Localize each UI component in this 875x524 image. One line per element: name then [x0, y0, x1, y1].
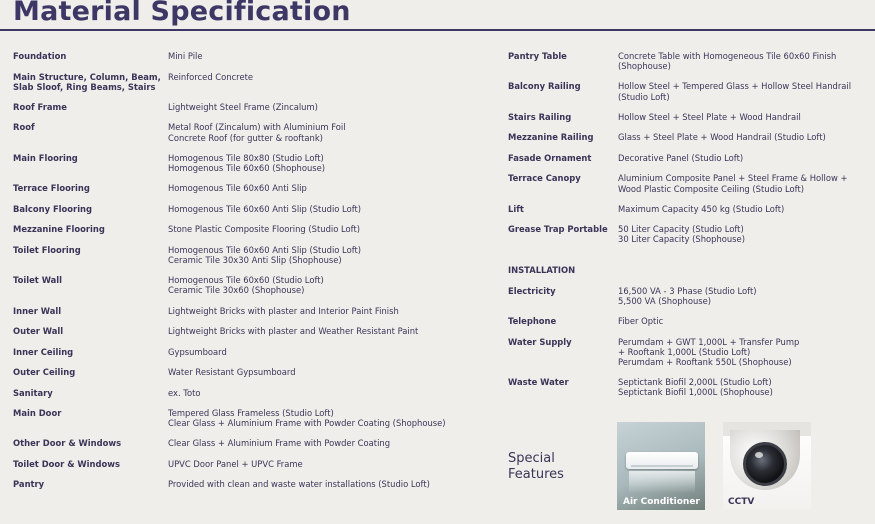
spec-row: [508, 132, 873, 142]
spec-value: Perumdam + GWT 1,000L + Transfer Pump + Rooftank 1,000L (Studio Loft) Perumdam + Rooftank 550L (Shophouse): [618, 336, 800, 367]
spec-value: Lightweight Bricks with plaster and Interior Paint Finish: [168, 305, 399, 316]
spec-label: Roof: [13, 122, 35, 133]
spec-row: [508, 286, 873, 306]
spec-row: [13, 183, 483, 193]
spec-row: [13, 224, 483, 234]
spec-label: Toilet Wall: [13, 275, 63, 286]
air-conditioner-feature: [617, 422, 705, 510]
spec-value: Concrete Table with Homogeneous Tile 60x60 Finish (Shophouse): [618, 51, 837, 72]
spec-value: UPVC Door Panel + UPVC Frame: [168, 458, 303, 469]
spec-row: [508, 377, 873, 397]
spec-value: Homogenous Tile 60x60 Anti Slip (Studio Loft): [168, 203, 362, 214]
spec-row: [13, 479, 483, 489]
spec-value: Glass + Steel Plate + Wood Handrail (Studio Loft): [618, 132, 826, 143]
spec-value: Tempered Glass Frameless (Studio Loft) Clear Glass + Aluminium Frame with Powder Coating (Shophouse): [168, 408, 446, 429]
spec-label: Waste Water: [508, 377, 569, 388]
spec-label: Balcony Railing: [508, 81, 581, 92]
spec-row: [13, 102, 483, 112]
spec-value: ex. Toto: [168, 387, 201, 398]
spec-value: Hollow Steel + Tempered Glass + Hollow Steel Handrail (Studio Loft): [618, 81, 852, 102]
spec-label: Roof Frame: [13, 101, 67, 112]
spec-value: Water Resistant Gypsumboard: [168, 367, 296, 378]
spec-label: Pantry: [13, 479, 45, 490]
spec-value: Maximum Capacity 450 kg (Studio Loft): [618, 203, 785, 214]
page-title: Material Specification: [13, 0, 351, 27]
spec-label: Toilet Flooring: [13, 244, 81, 255]
right-spec-list: [508, 51, 873, 245]
spec-value: Reinforced Concrete: [168, 71, 254, 82]
spec-row: [13, 438, 483, 448]
spec-row: [508, 337, 873, 368]
spec-row: [508, 316, 873, 326]
spec-row: [13, 347, 483, 357]
spec-row: [508, 51, 873, 71]
spec-label: Water Supply: [508, 336, 572, 347]
spec-row: [13, 275, 483, 295]
spec-label: Fasade Ornament: [508, 152, 592, 163]
spec-value: Homogenous Tile 60x60 (Studio Loft) Ceramic Tile 30x60 (Shophouse): [168, 275, 324, 296]
right-spec-column: [508, 51, 873, 408]
spec-value: 50 Liter Capacity (Studio Loft) 30 Liter Capacity (Shophouse): [618, 224, 745, 245]
spec-label: Mezzanine Railing: [508, 132, 594, 143]
spec-label: Foundation: [13, 51, 67, 61]
spec-value: Provided with clean and waste water installations (Studio Loft): [168, 479, 430, 490]
spec-label: Inner Wall: [13, 305, 62, 316]
spec-value: 16,500 VA - 3 Phase (Studio Loft) 5,500 VA (Shophouse): [618, 285, 757, 306]
spec-row: [13, 388, 483, 398]
spec-value: Homogenous Tile 80x80 (Studio Loft) Homogenous Tile 60x60 (Shophouse): [168, 152, 326, 174]
spec-label: Stairs Railing: [508, 111, 572, 122]
spec-value: Septictank Biofil 2,000L (Studio Loft) Septictank Biofil 1,000L (Shophouse): [618, 377, 773, 398]
installation-list: [508, 286, 873, 398]
spec-row: [13, 51, 483, 61]
spec-label: Terrace Canopy: [508, 173, 581, 184]
spec-row: [13, 72, 483, 92]
spec-label: Terrace Flooring: [13, 183, 90, 194]
spec-row: [508, 204, 873, 214]
spec-value: Mini Pile: [168, 51, 203, 61]
special-features-label: Special Features: [508, 451, 564, 482]
spec-row: [508, 81, 873, 101]
spec-value: Gypsumboard: [168, 346, 227, 357]
spec-label: Telephone: [508, 316, 557, 327]
spec-value: Metal Roof (Zincalum) with Aluminium Foil Concrete Roof (for gutter & rooftank): [168, 122, 346, 143]
spec-value: Aluminium Composite Panel + Steel Frame & Hollow + Wood Plastic Composite Ceiling (Studio Loft): [618, 173, 848, 194]
spec-row: [13, 122, 483, 142]
spec-label: Toilet Door & Windows: [13, 458, 120, 469]
spec-label: Sanitary: [13, 387, 53, 398]
spec-row: [13, 367, 483, 377]
cctv-caption: CCTV: [728, 497, 755, 507]
spec-row: [13, 245, 483, 265]
spec-value: Homogenous Tile 60x60 Anti Slip: [168, 183, 307, 194]
spec-row: [508, 153, 873, 163]
air-conditioner-caption: Air Conditioner: [623, 497, 700, 507]
spec-label: Other Door & Windows: [13, 438, 122, 449]
spec-value: Fiber Optic: [618, 316, 664, 327]
installation-heading: INSTALLATION: [508, 264, 576, 275]
spec-value: Hollow Steel + Steel Plate + Wood Handrail: [618, 111, 801, 122]
spec-label: Outer Ceiling: [13, 367, 76, 378]
spec-row: [508, 112, 873, 122]
left-spec-column: [13, 51, 483, 500]
spec-label: Pantry Table: [508, 51, 567, 61]
spec-label: Main Door: [13, 408, 62, 419]
spec-row: [13, 408, 483, 428]
spec-label: Outer Wall: [13, 326, 64, 337]
spec-label: Electricity: [508, 285, 556, 296]
spec-row: [508, 173, 873, 193]
spec-row: [13, 306, 483, 316]
spec-value: Lightweight Bricks with plaster and Weather Resistant Paint: [168, 326, 419, 337]
spec-value: Lightweight Steel Frame (Zincalum): [168, 101, 318, 112]
spec-row: [508, 224, 873, 244]
spec-value: Stone Plastic Composite Flooring (Studio Loft): [168, 224, 361, 235]
spec-value: Decorative Panel (Studio Loft): [618, 152, 744, 163]
spec-label: Mezzanine Flooring: [13, 224, 105, 235]
spec-row: [13, 459, 483, 469]
spec-row: [13, 326, 483, 336]
spec-label: Grease Trap Portable: [508, 224, 608, 235]
cctv-feature: [723, 422, 811, 510]
spec-value: Clear Glass + Aluminium Frame with Powder Coating: [168, 438, 391, 449]
spec-label: Balcony Flooring: [13, 203, 93, 214]
spec-label: Main Flooring: [13, 152, 78, 163]
spec-label: Inner Ceiling: [13, 346, 74, 357]
spec-label: Lift: [508, 203, 524, 214]
spec-label: Main Structure, Column, Beam, Slab Sloof, Ring Beams, Stairs: [13, 71, 161, 92]
spec-row: [13, 153, 483, 173]
spec-value: Homogenous Tile 60x60 Anti Slip (Studio Loft) Ceramic Tile 30x30 Anti Slip (Shophouse): [168, 244, 362, 265]
title-divider: [0, 29, 875, 31]
spec-row: [13, 204, 483, 214]
